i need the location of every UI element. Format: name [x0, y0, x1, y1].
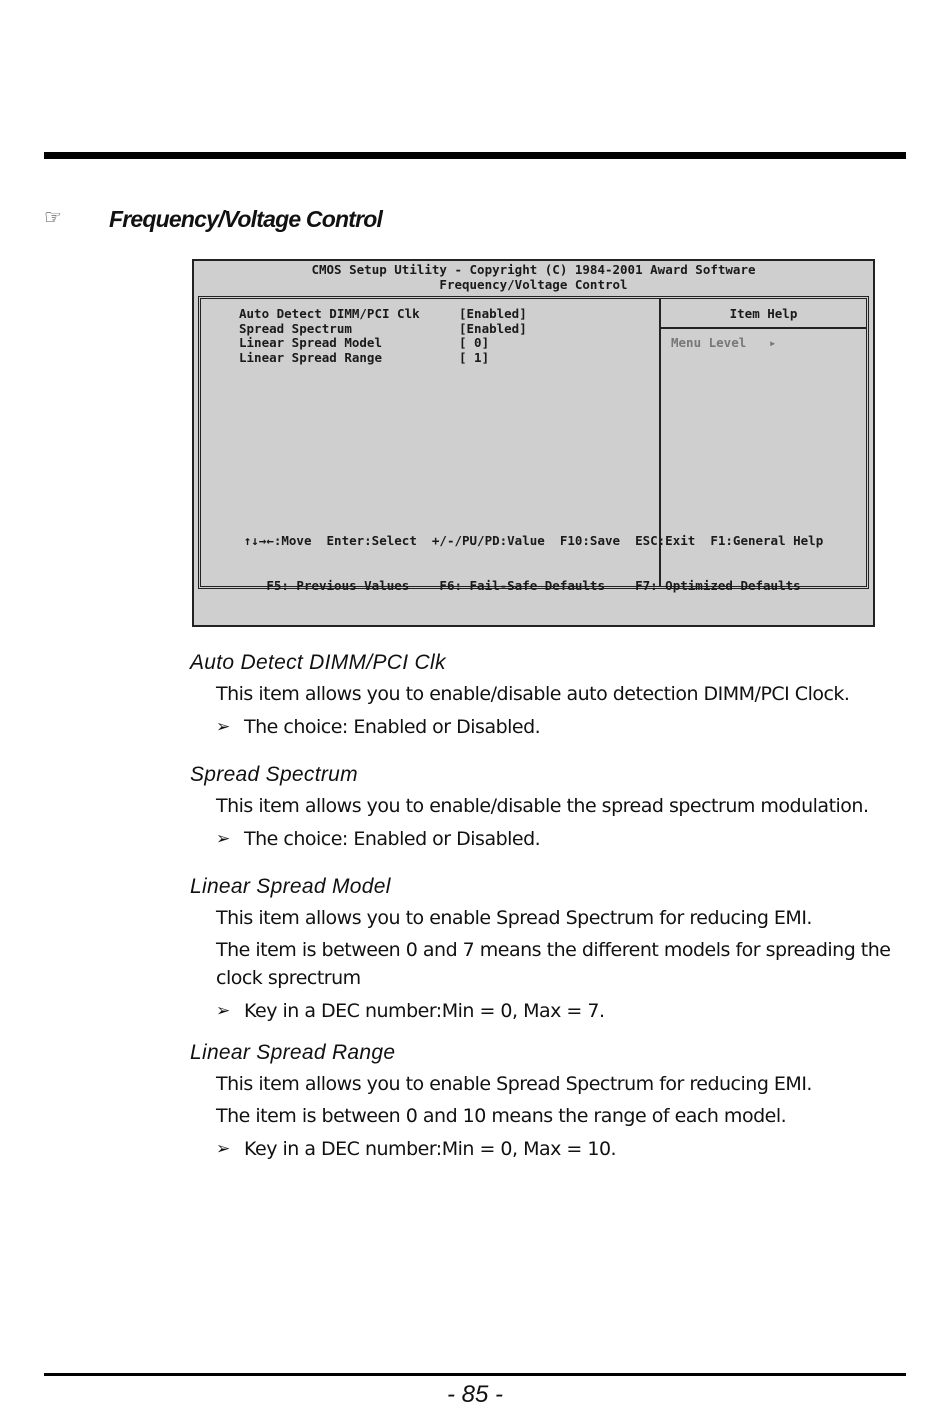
bios-header-line1: CMOS Setup Utility - Copyright (C) 1984-2001 Award Software: [311, 262, 756, 277]
bios-option-label: Linear Spread Range: [239, 349, 382, 365]
bios-option-linear-spread-range: [239, 351, 649, 366]
bottom-rule: [44, 1373, 906, 1376]
bios-option-value: [Enabled]: [459, 306, 527, 321]
item-linear-spread-model: [190, 874, 910, 1025]
arrow-bullet-icon: ➢: [216, 1139, 230, 1159]
item-choice: [216, 713, 910, 741]
item-title: Spread Spectrum: [190, 763, 358, 786]
bios-option-label: Auto Detect DIMM/PCI Clk: [239, 306, 420, 321]
item-linear-spread-range: [190, 1040, 910, 1163]
bios-option-label: Spread Spectrum: [239, 320, 352, 336]
bios-footer: [194, 503, 873, 623]
section-title: Frequency/Voltage Control: [109, 206, 383, 232]
item-choice-text: Key in a DEC number:Min = 0, Max = 10.: [244, 1138, 617, 1160]
bios-header-line2: Frequency/Voltage Control: [439, 277, 628, 292]
item-choice-text: The choice: Enabled or Disabled.: [244, 828, 541, 850]
bios-screenshot: [192, 259, 875, 627]
page-number: - 85 -: [446, 1381, 503, 1408]
item-description: This item allows you to enable Spread Spectrum for reducing EMI.: [216, 907, 812, 929]
item-title: Linear Spread Range: [190, 1041, 396, 1064]
bios-option-value: [Enabled]: [459, 320, 527, 336]
item-choice: [216, 997, 910, 1025]
bios-footer-line1: ↑↓→←:Move Enter:Select +/-/PU/PD:Value F10:Save ESC:Exit F1:General Help: [243, 533, 824, 548]
bios-option-linear-spread-model: [239, 336, 649, 351]
item-description: The item is between 0 and 7 means the different models for spreading the clock sprectrum: [216, 939, 891, 989]
item-spread-spectrum: [190, 762, 910, 853]
bios-option-label: Linear Spread Model: [239, 335, 382, 351]
item-auto-detect-dimm-pci-clk: [190, 650, 910, 741]
top-rule: [44, 152, 906, 159]
arrow-bullet-icon: ➢: [216, 1001, 230, 1021]
bios-option-value: [ 1]: [459, 349, 490, 365]
arrow-bullet-icon: ➢: [216, 717, 230, 737]
pointing-hand-icon: ☞: [44, 205, 62, 229]
bios-option-auto-detect-dimm-pci-clk: [239, 307, 649, 322]
bios-menu-level: Menu Level ▸: [671, 335, 777, 350]
item-choice: [216, 825, 910, 853]
item-description: This item allows you to enable/disable the spread spectrum modulation.: [216, 795, 869, 817]
item-choice: [216, 1135, 910, 1163]
item-description: This item allows you to enable/disable auto detection DIMM/PCI Clock.: [216, 683, 850, 705]
bios-options-list: [239, 307, 649, 365]
arrow-bullet-icon: ➢: [216, 829, 230, 849]
bios-item-help-title: Item Help: [661, 303, 866, 329]
bios-option-spread-spectrum: [239, 322, 649, 337]
item-title: Auto Detect DIMM/PCI Clk: [190, 651, 446, 674]
item-choice-text: The choice: Enabled or Disabled.: [244, 716, 541, 738]
item-choice-text: Key in a DEC number:Min = 0, Max = 7.: [244, 1000, 605, 1022]
item-description: The item is between 0 and 10 means the range of each model.: [216, 1105, 787, 1127]
bios-option-value: [ 0]: [459, 335, 490, 351]
bios-header: [194, 261, 873, 292]
item-description: This item allows you to enable Spread Spectrum for reducing EMI.: [216, 1073, 812, 1095]
bios-footer-line2: F5: Previous Values F6: Fail-Safe Defaults F7: Optimized Defaults: [266, 578, 801, 593]
item-title: Linear Spread Model: [190, 875, 391, 898]
